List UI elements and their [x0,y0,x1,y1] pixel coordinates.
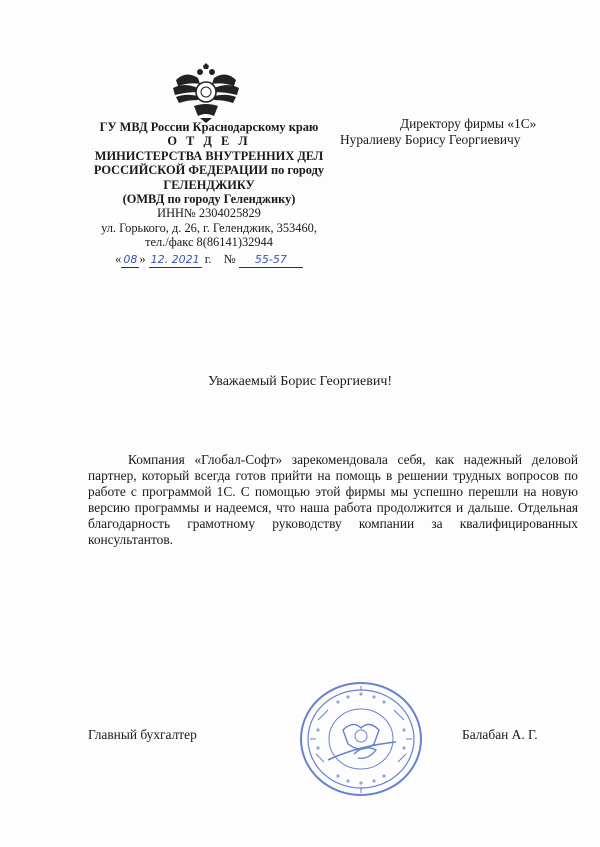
sender-line-3: МИНИСТЕРСТВА ВНУТРЕННИХ ДЕЛ [94,148,324,163]
date-suffix: г. [204,251,212,266]
sender-line-6: (ОМВД по городу Геленджику) [122,192,296,207]
eagle-emblem-icon [170,62,242,124]
sender-inn: ИНН№ 2304025829 [157,206,261,221]
body-paragraph-1: Компания «Глобал-Софт» зарекомендовала себя, как надежный деловой партнер, который всегда готов прийти на помощь в решении трудных вопросов по работе с программой 1С. С помощью этой фирмы мы успешно перешли на новую версию программы и надеемся, что наша работа продолжится и дальше. [88,452,578,516]
body-paragraph-2: Отдельная благодарность грамотному руководству компании за квалифицированных консультантов. [88,500,578,548]
recipient-block [340,116,580,147]
signatory-name: Балабан А. Г. [462,727,538,742]
date-open-quote: « [115,251,122,266]
date-number-line [84,252,334,268]
recipient-line-1: Директору фирмы «1С» [400,116,537,131]
date-day: 08 [121,253,139,268]
salutation: Уважаемый Борис Георгиевич! [207,374,393,389]
sender-line-4: РОССИЙСКОЙ ФЕДЕРАЦИИ по городу [93,163,325,178]
document-number: 55-57 [239,253,303,268]
number-prefix: № [223,251,236,266]
sender-phone: тел./факс 8(86141)32944 [145,235,273,250]
letter-body [88,452,578,549]
recipient-line-2: Нуралиеву Борису Георгиевичу [340,131,521,147]
sender-block [84,120,334,268]
sender-line-2: О Т Д Е Л [167,134,251,149]
date-close-quote: » [139,251,146,266]
round-seal-stamp [298,680,424,798]
sender-line-1: ГУ МВД России Краснодарскому краю [99,120,319,134]
sender-line-5: ГЕЛЕНДЖИКУ [163,177,255,192]
signatory-position: Главный бухгалтер [88,727,197,742]
date-month-year: 12. 2021 [149,253,202,268]
sender-address: ул. Горького, д. 26, г. Геленджик, 353460, [101,220,317,235]
